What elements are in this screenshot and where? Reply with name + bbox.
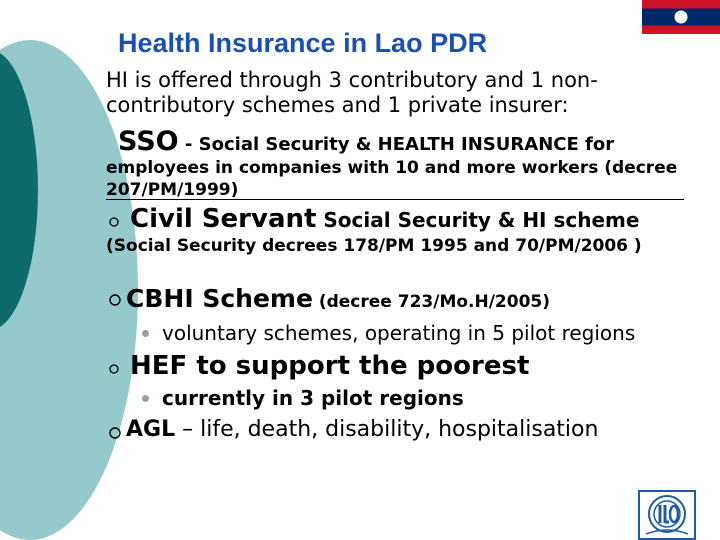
hef-sub: currently in 3 pilot regions: [162, 386, 464, 410]
hollow-bullet-icon: [108, 293, 122, 307]
civil-servant-name: Civil Servant: [130, 204, 317, 234]
ilo-logo-icon: [638, 490, 696, 540]
disc-bullet-icon: [142, 395, 149, 402]
lao-flag-icon: [642, 0, 720, 34]
hollow-bullet-icon: [108, 426, 122, 440]
hollow-bullet-icon: [108, 216, 120, 228]
sso-detail: employees in companies with 10 and more workers (decree 207/PM/1999): [106, 158, 678, 200]
agl-heading: [126, 417, 598, 442]
agl-desc: – life, death, disability, hospitalisation: [175, 417, 599, 442]
cbhi-name: CBHI Scheme: [126, 284, 313, 313]
civil-servant-detail: (Social Security decrees 178/PM 1995 and 70/PM/2006 ): [106, 236, 642, 256]
cbhi-heading: [126, 284, 550, 313]
civil-servant-desc: Social Security & HI scheme: [316, 208, 640, 232]
hef-heading: HEF to support the poorest: [130, 351, 530, 381]
cbhi-decree: (decree 723/Mo.H/2005): [312, 292, 551, 312]
underline-divider: [106, 199, 684, 200]
sso-name: SSO: [118, 126, 179, 157]
hollow-bullet-icon: [108, 363, 120, 375]
cbhi-sub: voluntary schemes, operating in 5 pilot regions: [162, 321, 636, 345]
sso-desc: - Social Security & HEALTH INSURANCE for: [178, 134, 615, 155]
agl-name: AGL: [126, 417, 176, 442]
intro-text: HI is offered through 3 contributory and 1 non-contributory schemes and 1 private insurer:: [106, 68, 598, 117]
sso-heading: [118, 126, 614, 157]
civil-servant-heading: [130, 204, 639, 234]
slide-title: Health Insurance in Lao PDR: [118, 28, 488, 58]
disc-bullet-icon: [142, 330, 149, 337]
